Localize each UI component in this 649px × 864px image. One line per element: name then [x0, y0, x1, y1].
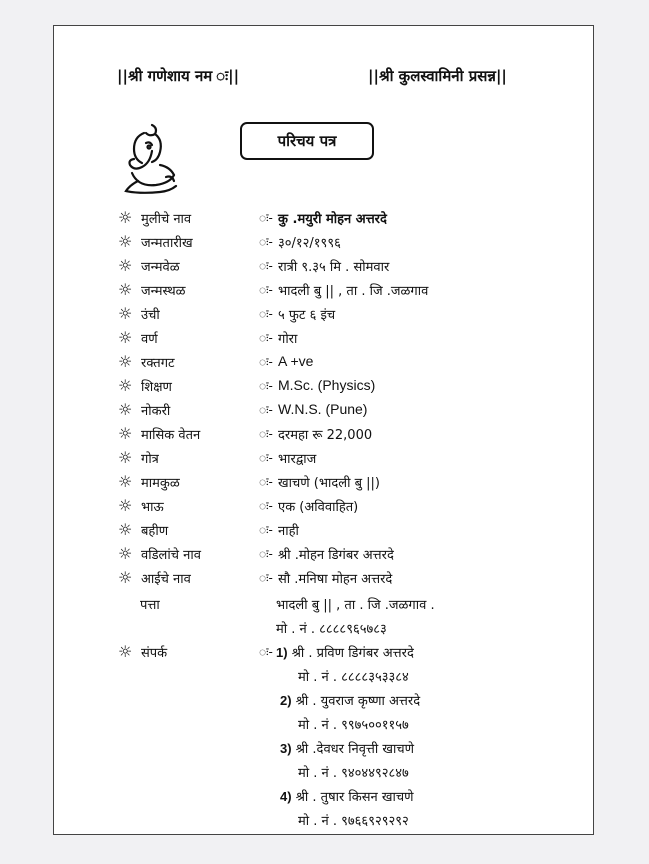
- sun-bullet-icon: ☼: [118, 472, 133, 491]
- field-separator: ः-: [259, 355, 273, 369]
- address-label: पत्ता: [140, 598, 160, 613]
- sun-bullet-icon: ☼: [118, 544, 133, 563]
- field-separator: ः-: [259, 451, 273, 465]
- contact-number: 2): [280, 693, 292, 708]
- field-label: भाऊ: [141, 500, 164, 515]
- sun-bullet-icon: ☼: [118, 328, 133, 347]
- field-separator: ः-: [259, 331, 273, 345]
- sun-bullet-icon: ☼: [118, 642, 133, 661]
- field-value: W.N.S. (Pune): [278, 401, 368, 417]
- field-label: वडिलांचे नाव: [141, 548, 201, 563]
- field-label: वर्ण: [141, 332, 158, 347]
- field-separator: ः-: [259, 379, 273, 393]
- contact-phone: मो . नं . ९४०४४९२८४७: [298, 766, 409, 781]
- sun-bullet-icon: ☼: [118, 208, 133, 227]
- contact-name: श्री .देवधर निवृत्ती खाचणे: [295, 742, 415, 757]
- sun-bullet-icon: ☼: [118, 448, 133, 467]
- field-value: भारद्वाज: [278, 452, 317, 467]
- contact-name: श्री . युवराज कृष्णा अत्तरदे: [295, 694, 421, 709]
- sun-bullet-icon: ☼: [118, 424, 133, 443]
- field-value: एक (अविवाहित): [278, 500, 359, 515]
- field-value: ३०/१२/१९९६: [278, 236, 341, 251]
- biodata-page: [53, 25, 594, 835]
- field-separator: ः-: [259, 211, 273, 225]
- field-separator: ः-: [259, 645, 273, 659]
- field-label: गोत्र: [141, 452, 159, 467]
- field-value: सौ .मनिषा मोहन अत्तरदे: [278, 572, 393, 587]
- sun-bullet-icon: ☼: [118, 256, 133, 275]
- field-label: मासिक वेतन: [141, 428, 201, 443]
- title-box: [240, 122, 374, 160]
- field-label: जन्मस्थळ: [141, 284, 186, 299]
- field-label: रक्तगट: [141, 356, 175, 371]
- field-label: बहीण: [141, 524, 169, 539]
- field-label: नोकरी: [141, 404, 171, 419]
- field-label: शिक्षण: [141, 380, 172, 395]
- address-phone: मो . नं . ८८८८९६५७८३: [276, 622, 387, 637]
- field-label: जन्मतारीख: [141, 236, 193, 251]
- ganesha-logo-icon: [122, 121, 182, 196]
- field-value: M.Sc. (Physics): [278, 377, 376, 393]
- contact-number: 1): [276, 645, 288, 660]
- field-label: जन्मवेळ: [141, 260, 180, 275]
- field-value: ५ फुट ६ इंच: [278, 308, 336, 323]
- sun-bullet-icon: ☼: [118, 376, 133, 395]
- sun-bullet-icon: ☼: [118, 280, 133, 299]
- header-left: ||श्री गणेशाय नम ः||: [117, 67, 240, 85]
- field-value: श्री .मोहन डिगंबर अत्तरदे: [278, 548, 394, 563]
- field-separator: ः-: [259, 547, 273, 561]
- sun-bullet-icon: ☼: [118, 400, 133, 419]
- field-label: मुलीचे नाव: [141, 212, 192, 227]
- sun-bullet-icon: ☼: [118, 352, 133, 371]
- field-separator: ः-: [259, 403, 273, 417]
- sun-bullet-icon: ☼: [118, 304, 133, 323]
- contact-name: श्री . तुषार किसन खाचणे: [295, 790, 414, 805]
- header-right: ||श्री कुलस्वामिनी प्रसन्न||: [368, 67, 507, 85]
- field-separator: ः-: [259, 571, 273, 585]
- field-value: नाही: [278, 524, 299, 539]
- field-separator: ः-: [259, 259, 273, 273]
- field-value: A +ve: [278, 353, 314, 369]
- field-value: दरमहा रू 22,000: [278, 428, 373, 443]
- field-label: उंची: [141, 308, 160, 323]
- field-value: भादली बु || , ता . जि .जळगाव: [278, 284, 429, 299]
- field-separator: ः-: [259, 499, 273, 513]
- contact-person: [276, 643, 414, 661]
- contact-number: 3): [280, 741, 292, 756]
- field-separator: ः-: [259, 475, 273, 489]
- contact-phone: मो . नं . ९७६६९२९२९२: [298, 814, 409, 829]
- contact-person: [280, 787, 414, 805]
- field-separator: ः-: [259, 427, 273, 441]
- field-separator: ः-: [259, 523, 273, 537]
- contact-person: [280, 739, 414, 757]
- contact-phone: मो . नं . ८८८८३५३३८४: [298, 670, 409, 685]
- sun-bullet-icon: ☼: [118, 496, 133, 515]
- field-label: आईचे नाव: [141, 572, 191, 587]
- contact-person: [280, 691, 420, 709]
- field-label: मामकुळ: [141, 476, 180, 491]
- address-line: भादली बु || , ता . जि .जळगाव .: [276, 598, 435, 613]
- contact-phone: मो . नं . ९९७५००११५७: [298, 718, 409, 733]
- field-separator: ः-: [259, 235, 273, 249]
- contact-name: श्री . प्रविण डिगंबर अत्तरदे: [291, 646, 414, 661]
- contact-label: संपर्क: [141, 646, 168, 661]
- sun-bullet-icon: ☼: [118, 520, 133, 539]
- field-value: कु .मयुरी मोहन अत्तरदे: [278, 212, 387, 227]
- contact-number: 4): [280, 789, 292, 804]
- viewer-top-strip: [0, 0, 649, 25]
- field-value: गोरा: [278, 332, 298, 347]
- field-value: खाचणे (भादली बु ||): [278, 476, 380, 491]
- sun-bullet-icon: ☼: [118, 568, 133, 587]
- page-title: परिचय पत्र: [277, 132, 337, 150]
- field-separator: ः-: [259, 283, 273, 297]
- sun-bullet-icon: ☼: [118, 232, 133, 251]
- field-value: रात्री ९.३५ मि . सोमवार: [278, 260, 390, 275]
- field-separator: ः-: [259, 307, 273, 321]
